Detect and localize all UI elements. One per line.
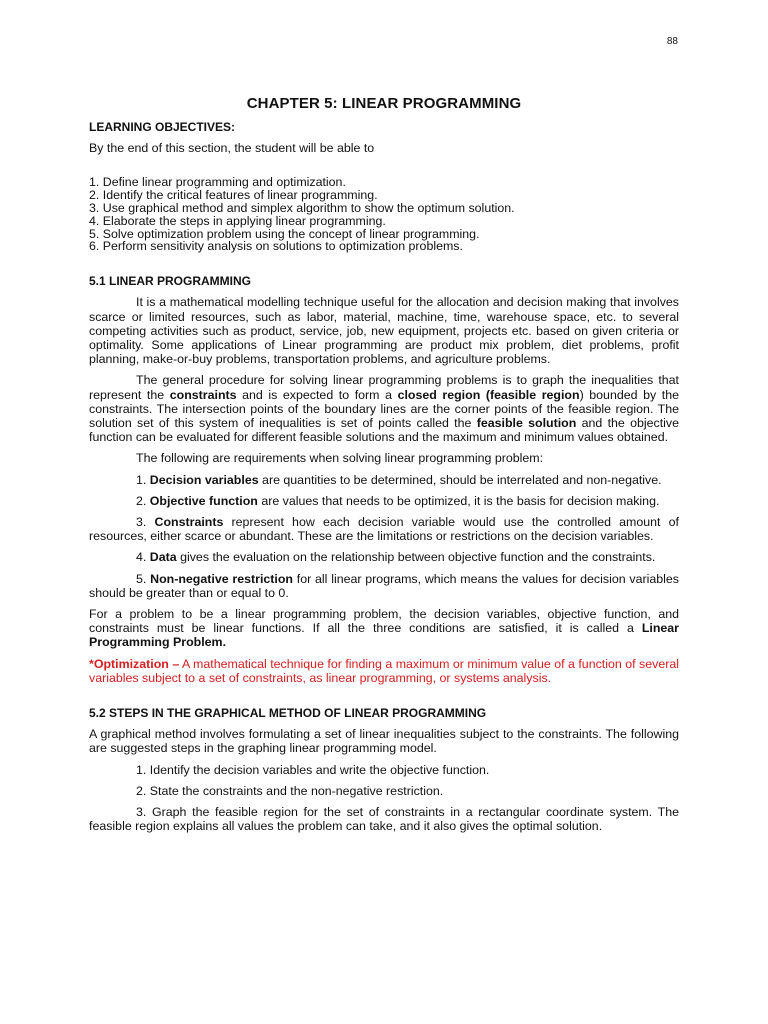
requirement-item — [89, 494, 679, 508]
feasible-region-term: closed region (feasible region — [397, 387, 580, 402]
page-number: 88 — [666, 36, 678, 47]
objective-item: 6. Perform sensitivity analysis on solutions to optimization problems. — [89, 239, 463, 254]
requirement-term: Objective function — [149, 493, 258, 508]
requirement-item — [89, 473, 679, 487]
section-5-2-heading: 5.2 STEPS IN THE GRAPHICAL METHOD OF LINEAR PROGRAMMING — [89, 706, 487, 721]
requirement-term: Decision variables — [149, 472, 259, 487]
objective-item: 1. Define linear programming and optimization. — [89, 175, 346, 190]
requirement-number: 3. — [136, 515, 155, 530]
lp-conditions-text: For a problem to be a linear programming problem, the decision variables, objective function, and constraints must be linear functions. If all the three conditions are satisfied, it is called a — [89, 607, 679, 636]
objectives-heading: LEARNING OBJECTIVES: — [89, 120, 236, 134]
step-item: 3. Graph the feasible region for the set of constraints in a rectangular coordinate system. The feasible region explains all values the problem can take, and it also gives the optimal solution. — [89, 805, 679, 834]
procedure-text: ) bounded by the constraints. The intersection points of the boundary lines are the corner points of the feasible region. The solution set of this system of inequalities is set of points called the — [89, 387, 679, 431]
lp-problem-term: Linear Programming Problem. — [89, 621, 679, 650]
requirement-item — [89, 572, 679, 600]
requirement-text: for all linear programs, which means the values for decision variables should be greater than or equal to 0. — [89, 571, 679, 600]
requirement-number: 4. — [136, 550, 150, 565]
section-5-1-heading: 5.1 LINEAR PROGRAMMING — [89, 274, 252, 289]
constraints-term: constraints — [169, 387, 237, 402]
requirement-text: gives the evaluation on the relationship between objective function and the constraints. — [176, 550, 656, 565]
objective-item: 3. Use graphical method and simplex algorithm to show the optimum solution. — [89, 201, 515, 215]
procedure-text: and the objective function can be evaluated for different feasible solutions and the maximum and minimum values obtained. — [89, 416, 680, 445]
requirement-number: 5. — [136, 571, 151, 586]
feasible-solution-term: feasible solution — [476, 416, 577, 431]
requirement-term: Constraints — [154, 515, 224, 530]
optimization-note — [89, 657, 679, 685]
chapter-title: CHAPTER 5: LINEAR PROGRAMMING — [246, 95, 522, 112]
optimization-definition: A mathematical technique for finding a maximum or minimum value of a function of several variables subject to a set of constraints, as linear programming, or systems analysis. — [89, 656, 679, 685]
requirement-item — [89, 550, 679, 564]
procedure-paragraph — [89, 373, 679, 444]
procedure-text: The general procedure for solving linear programming problems is to graph the inequalities that represent the — [89, 373, 679, 402]
requirement-term: Data — [149, 550, 177, 565]
requirement-text: represent how each decision variable would use the controlled amount of resources, either scarce or abundant. These are the limitations or restrictions on the decision variables. — [89, 515, 679, 544]
requirement-number: 1. — [136, 472, 150, 487]
page-content — [89, 120, 679, 833]
objective-item: 4. Elaborate the steps in applying linear programming. — [89, 213, 386, 228]
requirement-term: Non-negative restriction — [150, 571, 293, 586]
requirement-item — [89, 515, 679, 543]
lp-conditions-paragraph — [89, 607, 679, 650]
step-item: 2. State the constraints and the non-negative restriction. — [136, 783, 444, 798]
procedure-text: and is expected to form a — [236, 387, 398, 402]
objectives-intro: By the end of this section, the student will be able to — [89, 141, 375, 156]
requirement-number: 2. — [136, 493, 150, 508]
requirement-text: are quantities to be determined, should be interrelated and non-negative. — [258, 472, 662, 487]
lp-definition-paragraph: It is a mathematical modelling technique useful for the allocation and decision making that involves scarce or limited resources, such as labor, material, machine, time, warehouse space, etc. to several competing activities such as product, service, job, new equipment, projects etc. based on given criteria or optimality. Some applications of Linear programming are product mix problem, diet problems, profit planning, make-or-buy problems, transportation problems, and agriculture problems. — [89, 295, 679, 367]
objective-item: 5. Solve optimization problem using the concept of linear programming. — [89, 226, 480, 241]
objectives-list — [89, 176, 679, 253]
graphical-method-intro: A graphical method involves formulating a set of linear inequalities subject to the constraints. The following are suggested steps in the graphing linear programming model. — [89, 727, 679, 756]
step-item: 1. Identify the decision variables and write the objective function. — [136, 762, 490, 777]
requirements-intro: The following are requirements when solving linear programming problem: — [136, 451, 544, 466]
optimization-term: *Optimization – — [89, 656, 180, 671]
objective-item: 2. Identify the critical features of linear programming. — [89, 188, 378, 203]
requirement-text: are values that needs to be optimized, it is the basis for decision making. — [257, 493, 660, 508]
